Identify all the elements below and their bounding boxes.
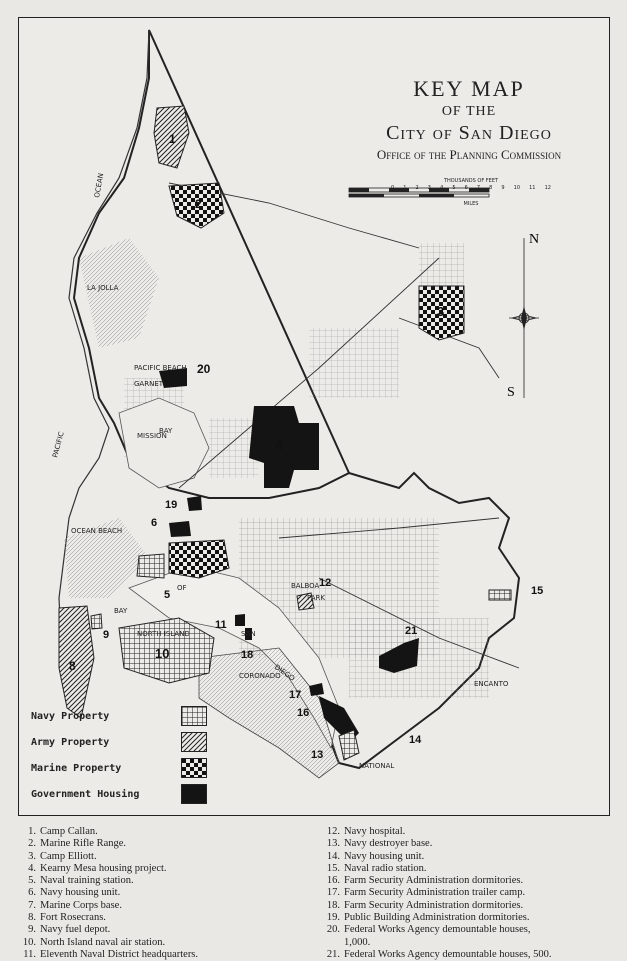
list-item-text: Fort Rosecrans. bbox=[40, 912, 106, 924]
scale-ticks bbox=[391, 185, 551, 191]
list-item-number: 19. bbox=[326, 912, 340, 924]
marker-8: 8 bbox=[69, 659, 76, 673]
scale-tick: 8 bbox=[489, 185, 493, 191]
list-item-number: 15. bbox=[326, 862, 340, 874]
list-item-text: Marine Rifle Range. bbox=[40, 838, 127, 850]
scale-tick: 2 bbox=[415, 185, 419, 191]
list-item bbox=[18, 924, 308, 936]
marker-17: 17 bbox=[289, 689, 302, 701]
scale-tick: 4 bbox=[440, 185, 444, 191]
legend-swatch-grid bbox=[181, 706, 207, 726]
title-of-the: OF THE bbox=[441, 104, 497, 119]
label-garnet: GARNET bbox=[134, 380, 164, 388]
street-grid-north bbox=[309, 328, 399, 398]
marker-5: 5 bbox=[164, 589, 171, 601]
legend-label: Marine Property bbox=[31, 762, 122, 774]
legend-label: Government Housing bbox=[31, 788, 140, 800]
list-item-text: 1,000. bbox=[344, 936, 371, 948]
legend-row-army bbox=[31, 729, 281, 755]
marker-20: 20 bbox=[197, 362, 211, 376]
mission-bay-water bbox=[119, 398, 209, 488]
list-item-text: Farm Security Administration dormitories. bbox=[344, 899, 524, 911]
legend-swatch-solid bbox=[181, 784, 207, 804]
list-item bbox=[322, 838, 622, 850]
marker-13: 13 bbox=[311, 749, 324, 761]
compass-rose bbox=[509, 238, 539, 398]
list-item-number: 12. bbox=[326, 826, 340, 837]
label-bay: BAY bbox=[159, 427, 173, 435]
list-item-number: 21. bbox=[326, 948, 340, 960]
legend-label: Army Property bbox=[31, 736, 110, 748]
list-item-number: 1. bbox=[28, 826, 36, 837]
list-item-text: Naval training station. bbox=[40, 875, 134, 887]
label-national: NATIONAL bbox=[359, 762, 395, 770]
scale-tick: 10 bbox=[513, 185, 521, 191]
title-city: City of San Diego bbox=[386, 122, 552, 144]
list-item-text: Navy hospital. bbox=[344, 826, 406, 837]
compass-south: S bbox=[507, 385, 515, 400]
property-5-navy bbox=[137, 554, 164, 578]
list-item bbox=[322, 912, 622, 924]
title-office: Office of the Planning Commission bbox=[376, 147, 562, 162]
list-item-number: 8. bbox=[28, 912, 36, 924]
list-item-text: Camp Elliott. bbox=[40, 850, 97, 862]
list-item bbox=[322, 875, 622, 887]
list-item bbox=[322, 900, 622, 912]
list-item-text: Navy housing unit. bbox=[40, 887, 121, 899]
list-item bbox=[322, 924, 622, 936]
label-san: SAN bbox=[241, 630, 256, 638]
property-19-housing bbox=[187, 496, 202, 511]
title-key-map: KEY MAP bbox=[413, 76, 525, 101]
scale-bottom-label: MILES bbox=[463, 201, 479, 207]
scale-tick: 12 bbox=[544, 185, 551, 191]
list-item bbox=[322, 887, 622, 899]
list-item-number: 3. bbox=[28, 850, 36, 862]
scale-labels bbox=[391, 178, 551, 218]
marker-1: 1 bbox=[169, 132, 176, 146]
list-item-text: Federal Works Agency demountable houses, bbox=[344, 924, 531, 936]
list-item bbox=[18, 912, 308, 924]
list-item-number: 16. bbox=[326, 875, 340, 887]
marker-19: 19 bbox=[165, 499, 178, 511]
list-item-text: Camp Callan. bbox=[40, 826, 98, 837]
legend-swatch-diagonal bbox=[181, 732, 207, 752]
list-item bbox=[18, 887, 308, 899]
label-la-jolla: LA JOLLA bbox=[87, 284, 119, 292]
list-item bbox=[18, 851, 308, 863]
list-item-text: Navy destroyer base. bbox=[344, 838, 433, 850]
label-encanto: ENCANTO bbox=[474, 680, 509, 688]
label-coronado: CORONADO bbox=[239, 672, 281, 680]
list-item bbox=[18, 949, 308, 961]
street-grid-east bbox=[349, 618, 489, 698]
label-north-island: NORTH ISLAND bbox=[137, 630, 190, 638]
property-8-army bbox=[59, 606, 94, 718]
property-6-housing bbox=[169, 521, 191, 537]
list-item bbox=[18, 937, 308, 949]
list-item bbox=[322, 937, 622, 949]
label-diego: DIEGO bbox=[272, 663, 297, 683]
scale-tick: 9 bbox=[501, 185, 505, 191]
list-item-number: 9. bbox=[28, 924, 36, 936]
list-item-text: Farm Security Administration trailer camp. bbox=[344, 887, 526, 899]
scale-tick: 3 bbox=[427, 185, 431, 191]
list-item-number: 14. bbox=[326, 850, 340, 862]
list-item-text: North Island naval air station. bbox=[40, 936, 166, 948]
map-frame bbox=[18, 17, 610, 816]
list-item-number: 11. bbox=[23, 948, 36, 960]
label-park: PARK bbox=[307, 594, 326, 602]
list-item-text: Farm Security Administration dormitories. bbox=[344, 875, 524, 887]
list-item bbox=[18, 838, 308, 850]
list-item-number bbox=[322, 937, 340, 949]
marker-14: 14 bbox=[409, 734, 422, 746]
legend-row-navy bbox=[31, 703, 281, 729]
list-item-number: 18. bbox=[326, 899, 340, 911]
list-item bbox=[322, 863, 622, 875]
legend-label: Navy Property bbox=[31, 710, 110, 722]
list-item-number: 4. bbox=[28, 862, 36, 874]
list-item-text: Marine Corps base. bbox=[40, 899, 122, 911]
list-item-text: Kearny Mesa housing project. bbox=[40, 862, 167, 874]
key-list-right bbox=[322, 826, 622, 961]
list-item-number: 10. bbox=[22, 936, 36, 948]
marker-3: 3 bbox=[437, 304, 445, 319]
marker-21: 21 bbox=[405, 625, 418, 637]
marker-9: 9 bbox=[103, 629, 110, 641]
label-balboa: BALBOA bbox=[291, 582, 320, 590]
list-item bbox=[18, 900, 308, 912]
label-pacific-beach: PACIFIC BEACH bbox=[134, 364, 187, 372]
list-item-text: Navy fuel depot. bbox=[40, 924, 111, 936]
label-ocean-beach: OCEAN BEACH bbox=[71, 527, 123, 535]
marker-2: 2 bbox=[195, 197, 202, 211]
list-item-number: 20. bbox=[326, 924, 340, 936]
list-item-number: 13. bbox=[326, 838, 340, 850]
map-title bbox=[349, 76, 589, 163]
list-item bbox=[18, 826, 308, 838]
list-item bbox=[322, 851, 622, 863]
label-of: OF bbox=[177, 584, 187, 592]
marker-12: 12 bbox=[319, 577, 332, 589]
property-4-housing bbox=[249, 406, 319, 488]
scale-tick: 5 bbox=[452, 185, 456, 191]
label-ocean: OCEAN bbox=[93, 172, 106, 199]
scale-tick: 7 bbox=[476, 185, 481, 191]
list-item-number: 17. bbox=[326, 887, 340, 899]
property-15-navy bbox=[489, 590, 511, 600]
list-item-number: 7. bbox=[28, 899, 36, 911]
scale-tick: 6 bbox=[464, 185, 468, 191]
key-list-left bbox=[18, 826, 308, 961]
list-item bbox=[18, 875, 308, 887]
list-item-number: 2. bbox=[28, 838, 36, 850]
label-pacific: PACIFIC bbox=[51, 430, 66, 459]
list-item-number: 5. bbox=[28, 875, 36, 887]
marker-4: 4 bbox=[275, 437, 284, 454]
marker-11: 11 bbox=[215, 619, 227, 631]
terrain-north bbox=[79, 238, 159, 348]
list-item-text: Federal Works Agency demountable houses, 500. bbox=[344, 948, 552, 960]
scale-top-label: THOUSANDS OF FEET bbox=[443, 178, 499, 184]
property-11-navy bbox=[235, 614, 245, 626]
scale-tick: 11 bbox=[529, 185, 536, 191]
list-item-number: 6. bbox=[28, 887, 36, 899]
marker-15: 15 bbox=[531, 585, 544, 597]
list-item bbox=[322, 949, 622, 961]
marker-6: 6 bbox=[151, 517, 158, 529]
scale-tick: 0 bbox=[391, 185, 395, 191]
marker-18: 18 bbox=[241, 649, 254, 661]
scale-tick: 1 bbox=[403, 185, 407, 191]
legend bbox=[31, 703, 281, 807]
property-9-navy bbox=[91, 614, 102, 629]
compass-north: N bbox=[529, 232, 540, 247]
label-mission: MISSION bbox=[137, 432, 167, 440]
list-item bbox=[322, 826, 622, 838]
list-item-text: Public Building Administration dormitories. bbox=[344, 912, 530, 924]
list-item-text: Eleventh Naval District headquarters. bbox=[40, 948, 199, 960]
marker-10: 10 bbox=[155, 646, 170, 661]
marker-7: 7 bbox=[195, 555, 202, 569]
list-item-text: Naval radio station. bbox=[344, 862, 427, 874]
legend-swatch-checker bbox=[181, 758, 207, 778]
legend-row-housing bbox=[31, 781, 281, 807]
list-item-text: Navy housing unit. bbox=[344, 850, 425, 862]
marker-16: 16 bbox=[297, 707, 310, 719]
list-item bbox=[18, 863, 308, 875]
legend-row-marine bbox=[31, 755, 281, 781]
label-bay-2: BAY bbox=[114, 607, 128, 615]
